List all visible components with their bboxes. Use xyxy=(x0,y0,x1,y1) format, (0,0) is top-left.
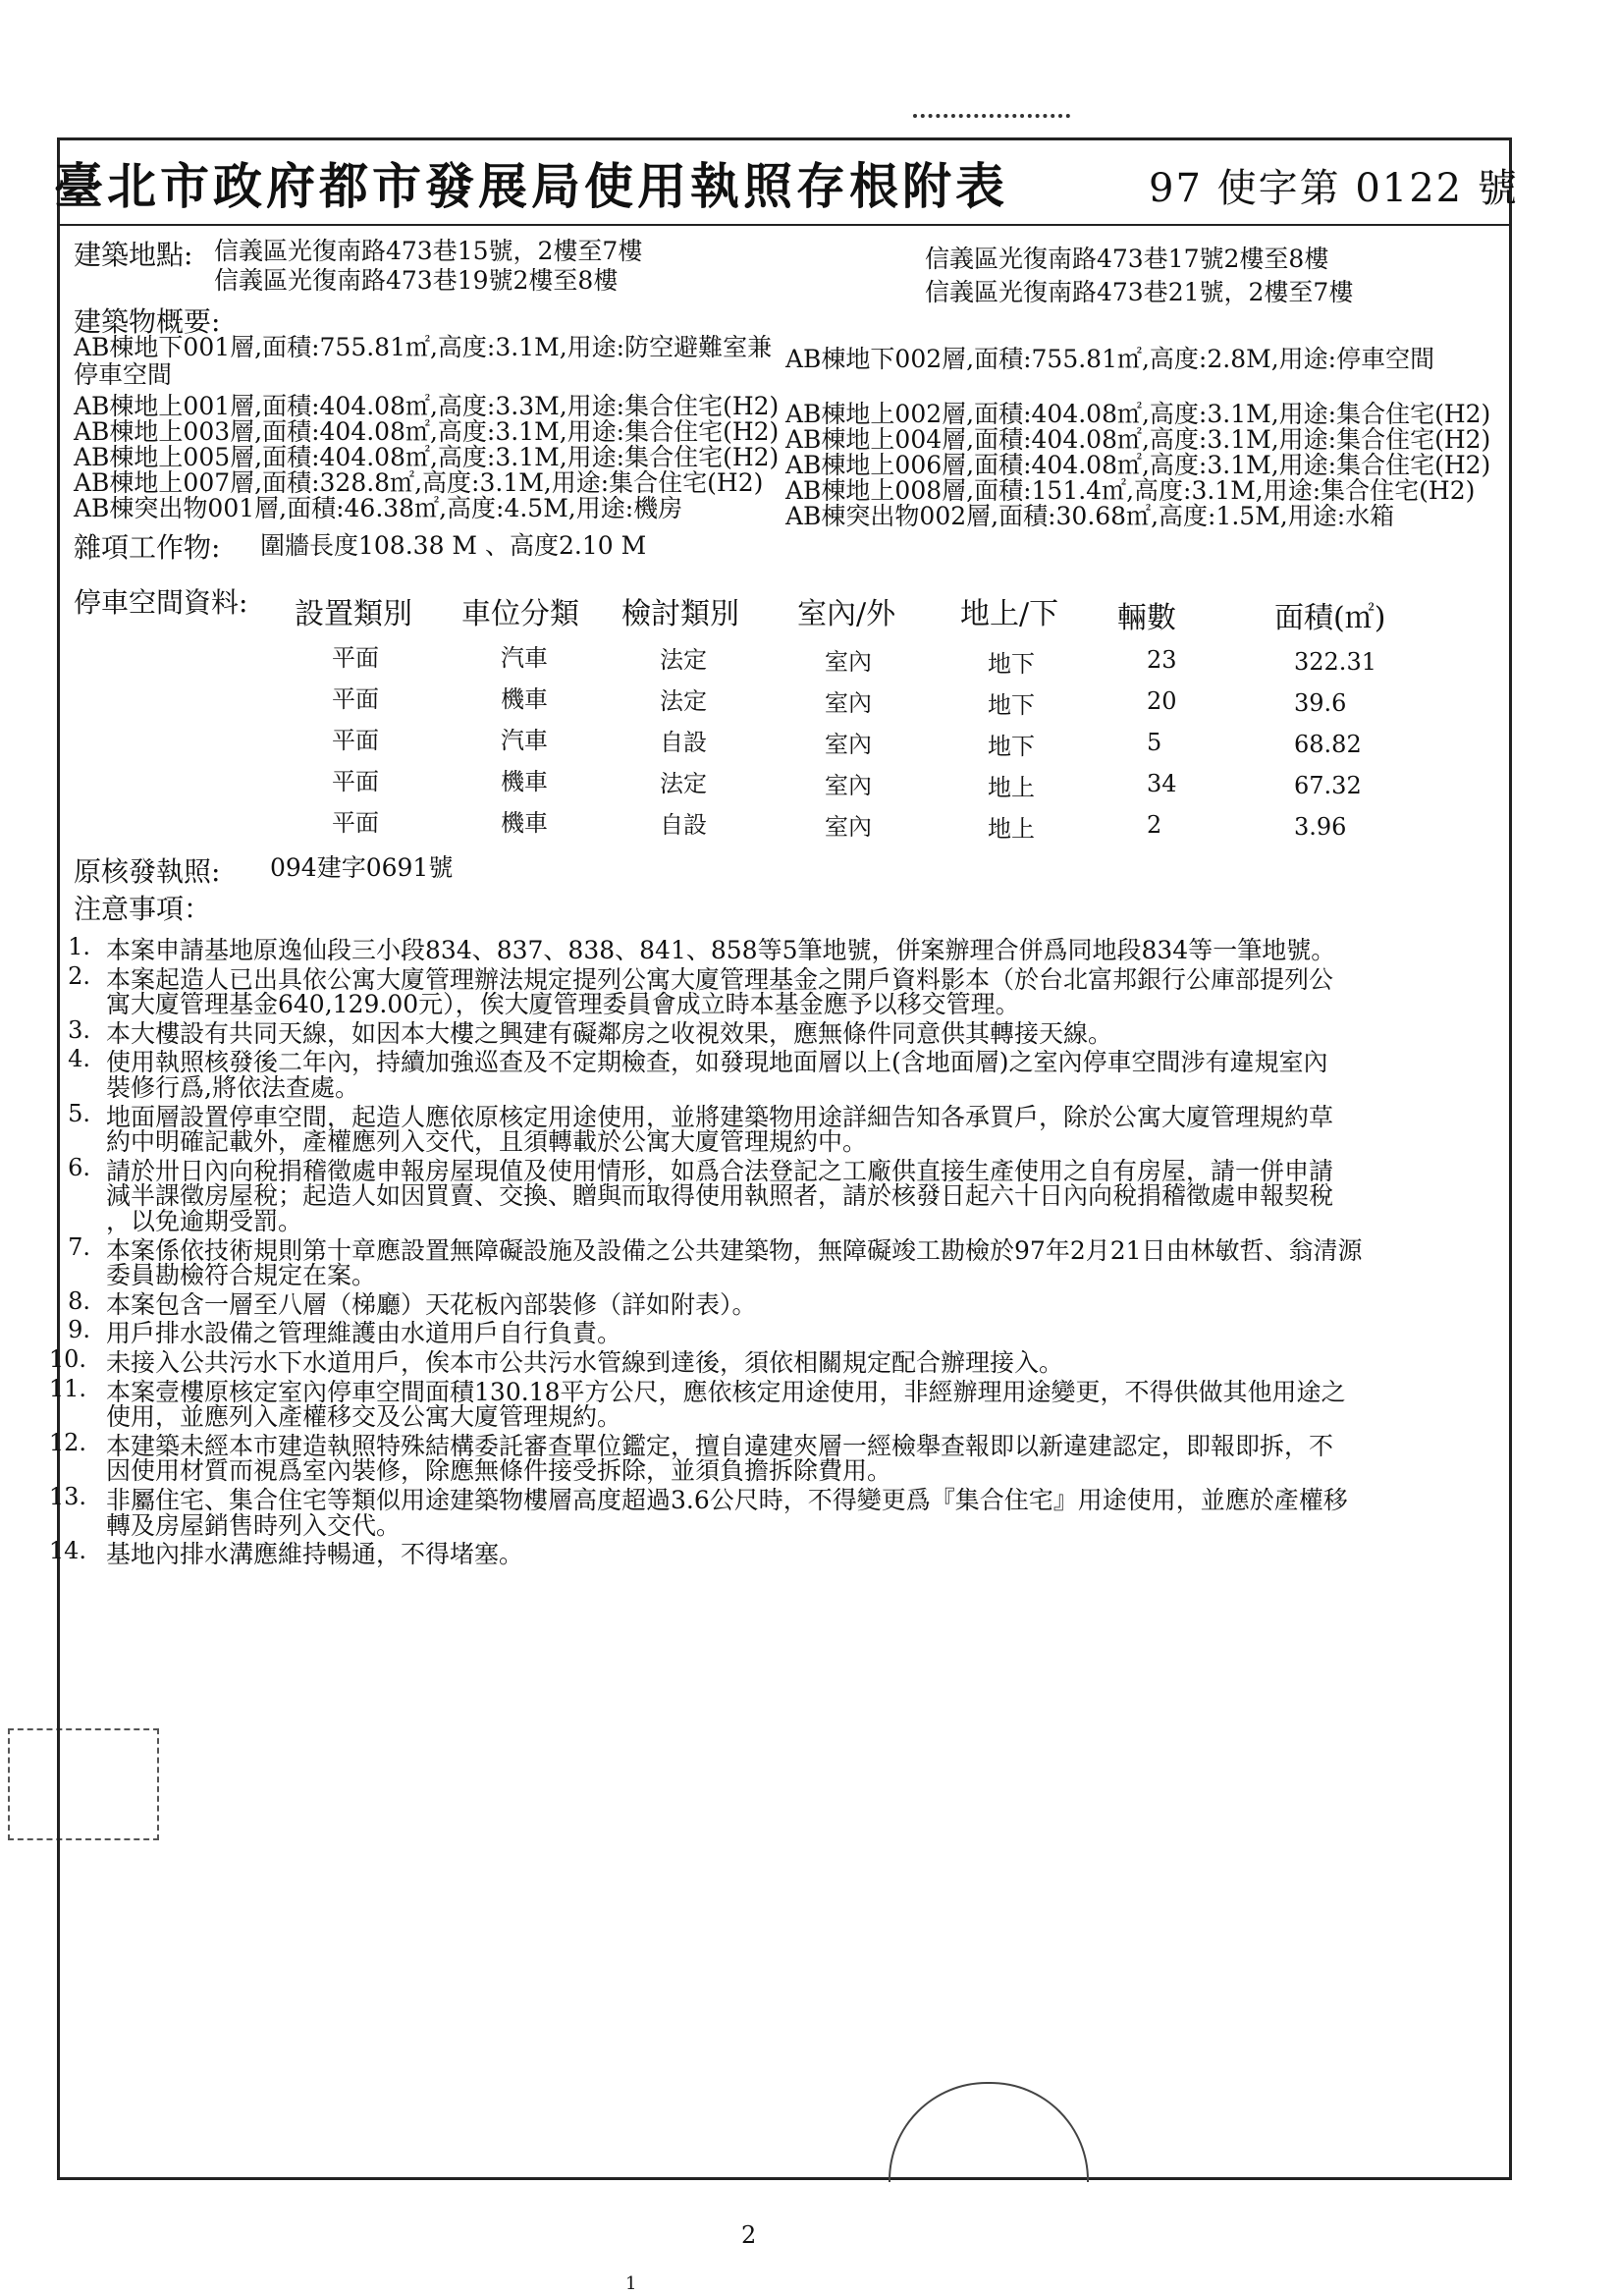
parking-cell: 平面 xyxy=(332,644,379,672)
parking-cell: 34 xyxy=(1147,770,1177,797)
overview-row-left: AB棟突出物001層,面積:46.38㎡,高度:4.5M,用途:機房 xyxy=(74,494,683,522)
location-label: 建築地點: xyxy=(74,239,193,271)
note-line: 未接入公共污水下水道用戶，俟本市公共污水管線到達後，須依相關規定配合辦理接入。 xyxy=(106,1348,1064,1377)
note-line: 約中明確記載外，產權應列入交代，且須轉載於公寓大廈管理規約中。 xyxy=(106,1127,868,1157)
page-sub-number: 1 xyxy=(625,2273,637,2294)
note-number: 14. xyxy=(48,1537,86,1565)
misc-value: 圍牆長度108.38 M 、高度2.10 M xyxy=(260,531,647,560)
overview-row-left: AB棟地上003層,面積:404.08㎡,高度:3.1M,用途:集合住宅(H2) xyxy=(74,417,780,446)
parking-cell: 68.82 xyxy=(1294,731,1362,758)
note-number: 3. xyxy=(68,1015,90,1044)
parking-cell: 汽車 xyxy=(501,644,548,672)
parking-cell: 23 xyxy=(1147,646,1177,674)
note-line: 委員勘檢符合規定在案。 xyxy=(106,1261,377,1290)
note-number: 11. xyxy=(48,1374,86,1402)
parking-cell: 室內 xyxy=(825,731,872,758)
note-line: 非屬住宅、集合住宅等類似用途建築物樓層高度超過3.6公尺時，不得變更爲『集合住宅』用途使用，並應於產權移 xyxy=(106,1486,1348,1514)
overview-b1-right: AB棟地下002層,面積:755.81㎡,高度:2.8M,用途:停車空間 xyxy=(785,345,1435,373)
overview-row-left: AB棟地上005層,面積:404.08㎡,高度:3.1M,用途:集合住宅(H2) xyxy=(74,443,780,471)
note-number: 8. xyxy=(68,1286,90,1315)
parking-cell: 地下 xyxy=(988,650,1035,678)
location-line-1-right: 信義區光復南路473巷17號2樓至8樓 xyxy=(925,245,1329,273)
parking-cell: 地上 xyxy=(988,774,1035,801)
note-line: 基地內排水溝應維持暢通，不得堵塞。 xyxy=(106,1540,524,1569)
page-title: 臺北市政府都市發展局使用執照存根附表 xyxy=(54,157,1008,215)
parking-cell: 39.6 xyxy=(1294,689,1347,717)
parking-label: 停車空間資料: xyxy=(74,586,248,619)
parking-cell: 自設 xyxy=(660,811,707,839)
note-line: 請於卅日內向稅捐稽徵處申報房屋現值及使用情形，如爲合法登記之工廠供直接生產使用之自有房屋，請一併申請 xyxy=(106,1156,1334,1185)
overview-label: 建築物概要: xyxy=(74,305,221,338)
parking-cell: 平面 xyxy=(332,727,379,754)
parking-cell: 322.31 xyxy=(1294,648,1376,676)
note-number: 1. xyxy=(68,933,90,960)
overview-b1-left-cont: 停車空間 xyxy=(74,360,173,389)
parking-cell: 67.32 xyxy=(1294,772,1362,799)
parking-cell: 室內 xyxy=(825,813,872,841)
parking-header: 檢討類別 xyxy=(621,597,739,631)
location-line-2-right: 信義區光復南路473巷21號，2樓至7樓 xyxy=(925,278,1354,306)
note-line: ，以免逾期受罰。 xyxy=(106,1207,303,1235)
note-number: 9. xyxy=(68,1316,90,1344)
parking-header: 設置類別 xyxy=(295,597,412,631)
parking-cell: 法定 xyxy=(660,770,707,797)
parking-cell: 平面 xyxy=(332,768,379,795)
note-line: 使用，並應列入產權移交及公寓大廈管理規約。 xyxy=(106,1402,622,1432)
parking-header: 車位分類 xyxy=(461,597,579,631)
parking-header: 輛數 xyxy=(1117,601,1176,635)
parking-cell: 3.96 xyxy=(1294,813,1347,841)
note-line: 本案壹樓原核定室內停車空間面積130.18平方公尺，應依核定用途使用，非經辦理用途變更，不得供做其他用途之 xyxy=(106,1377,1346,1406)
parking-cell: 室內 xyxy=(825,648,872,676)
parking-cell: 地下 xyxy=(988,691,1035,719)
original-permit-label: 原核發執照: xyxy=(74,855,221,888)
parking-cell: 平面 xyxy=(332,809,379,837)
note-number: 6. xyxy=(68,1153,90,1181)
parking-cell: 機車 xyxy=(501,768,548,795)
note-number: 10. xyxy=(48,1345,86,1373)
parking-cell: 自設 xyxy=(660,729,707,756)
note-line: 本案申請基地原逸仙段三小段834、837、838、841、858等5筆地號，併案辦理合併爲同地段834等一筆地號。 xyxy=(106,936,1336,964)
parking-cell: 地上 xyxy=(988,815,1035,843)
location-line-1-left: 信義區光復南路473巷15號，2樓至7樓 xyxy=(214,237,643,265)
parking-cell: 機車 xyxy=(501,685,548,713)
overview-row-right: AB棟地上006層,面積:404.08㎡,高度:3.1M,用途:集合住宅(H2) xyxy=(785,451,1491,479)
notes-label: 注意事項： xyxy=(74,893,212,925)
overview-row-right: AB棟地上004層,面積:404.08㎡,高度:3.1M,用途:集合住宅(H2) xyxy=(785,425,1491,454)
location-line-2-left: 信義區光復南路473巷19號2樓至8樓 xyxy=(214,266,619,295)
parking-cell: 5 xyxy=(1147,729,1162,756)
note-number: 2. xyxy=(68,961,90,990)
note-line: 本建築未經本市建造執照特殊結構委託審查單位鑑定，擅自違建夾層一經檢舉查報即以新違建認定，即報即拆，不 xyxy=(106,1431,1334,1460)
note-line: 因使用材質而視爲室內裝修，除應無條件接受拆除，並須負擔拆除費用。 xyxy=(106,1456,892,1486)
page-number: 2 xyxy=(741,2221,757,2249)
parking-header: 面積(㎡) xyxy=(1274,601,1386,635)
note-number: 13. xyxy=(48,1483,86,1510)
top-stamp-mark xyxy=(913,96,1070,118)
note-line: 用戶排水設備之管理維護由水道用戶自行負責。 xyxy=(106,1319,622,1348)
note-number: 5. xyxy=(68,1099,90,1127)
parking-header: 地上/下 xyxy=(960,597,1059,631)
note-line: 本案起造人已出具依公寓大廈管理辦法規定提列公寓大廈管理基金之開戶資料影本（於台北富邦銀行公庫部提列公 xyxy=(106,964,1334,994)
parking-cell: 2 xyxy=(1147,811,1162,839)
parking-cell: 平面 xyxy=(332,685,379,713)
overview-row-left: AB棟地上007層,面積:328.8㎡,高度:3.1M,用途:集合住宅(H2) xyxy=(74,468,764,497)
parking-cell: 汽車 xyxy=(501,727,548,754)
parking-cell: 法定 xyxy=(660,646,707,674)
title-divider xyxy=(57,224,1512,226)
overview-row-right: AB棟地上008層,面積:151.4㎡,高度:3.1M,用途:集合住宅(H2) xyxy=(785,476,1476,505)
note-line: 寓大廈管理基金640,129.00元），俟大廈管理委員會成立時本基金應予以移交管理。 xyxy=(106,990,1020,1019)
overview-b1-left: AB棟地下001層,面積:755.81㎡,高度:3.1M,用途:防空避難室兼 xyxy=(74,333,773,361)
note-line: 轉及房屋銷售時列入交代。 xyxy=(106,1510,402,1540)
note-line: 本案包含一層至八層（梯廳）天花板內部裝修（詳如附表）。 xyxy=(106,1289,757,1319)
note-line: 本大樓設有共同天線，如因本大樓之興建有礙鄰房之收視效果，應無條件同意供其轉接天線。 xyxy=(106,1018,1113,1048)
note-line: 裝修行爲,將依法查處。 xyxy=(106,1073,359,1102)
permit-number: 97 使字第 0122 號 xyxy=(1149,166,1519,211)
parking-header: 室內/外 xyxy=(797,597,896,631)
parking-cell: 20 xyxy=(1147,687,1177,715)
overview-row-right: AB棟地上002層,面積:404.08㎡,高度:3.1M,用途:集合住宅(H2) xyxy=(785,400,1491,428)
parking-cell: 地下 xyxy=(988,733,1035,760)
parking-cell: 機車 xyxy=(501,809,548,837)
parking-cell: 室內 xyxy=(825,772,872,799)
note-line: 減半課徵房屋稅；起造人如因買賣、交換、贈與而取得使用執照者，請於核發日起六十日內向稅捐稽徵處申報契稅 xyxy=(106,1181,1334,1211)
misc-label: 雜項工作物: xyxy=(74,531,221,564)
note-number: 4. xyxy=(68,1045,90,1073)
note-line: 使用執照核發後二年內，持續加強巡查及不定期檢查，如發現地面層以上(含地面層)之室內停車空間涉有違規室內 xyxy=(106,1048,1328,1077)
note-line: 本案係依技術規則第十章應設置無障礙設施及設備之公共建築物，無障礙竣工勘檢於97年2月21日由林敏哲、翁清源 xyxy=(106,1235,1363,1265)
note-line: 地面層設置停車空間，起造人應依原核定用途使用，並將建築物用途詳細告知各承買戶，除於公寓大廈管理規約草 xyxy=(106,1102,1334,1131)
parking-cell: 法定 xyxy=(660,687,707,715)
note-number: 12. xyxy=(48,1428,86,1456)
original-permit-value: 094建字0691號 xyxy=(270,853,454,882)
overview-row-left: AB棟地上001層,面積:404.08㎡,高度:3.3M,用途:集合住宅(H2) xyxy=(74,392,780,420)
note-number: 7. xyxy=(68,1232,90,1261)
parking-cell: 室內 xyxy=(825,689,872,717)
overview-row-right: AB棟突出物002層,面積:30.68㎡,高度:1.5M,用途:水箱 xyxy=(785,502,1395,530)
